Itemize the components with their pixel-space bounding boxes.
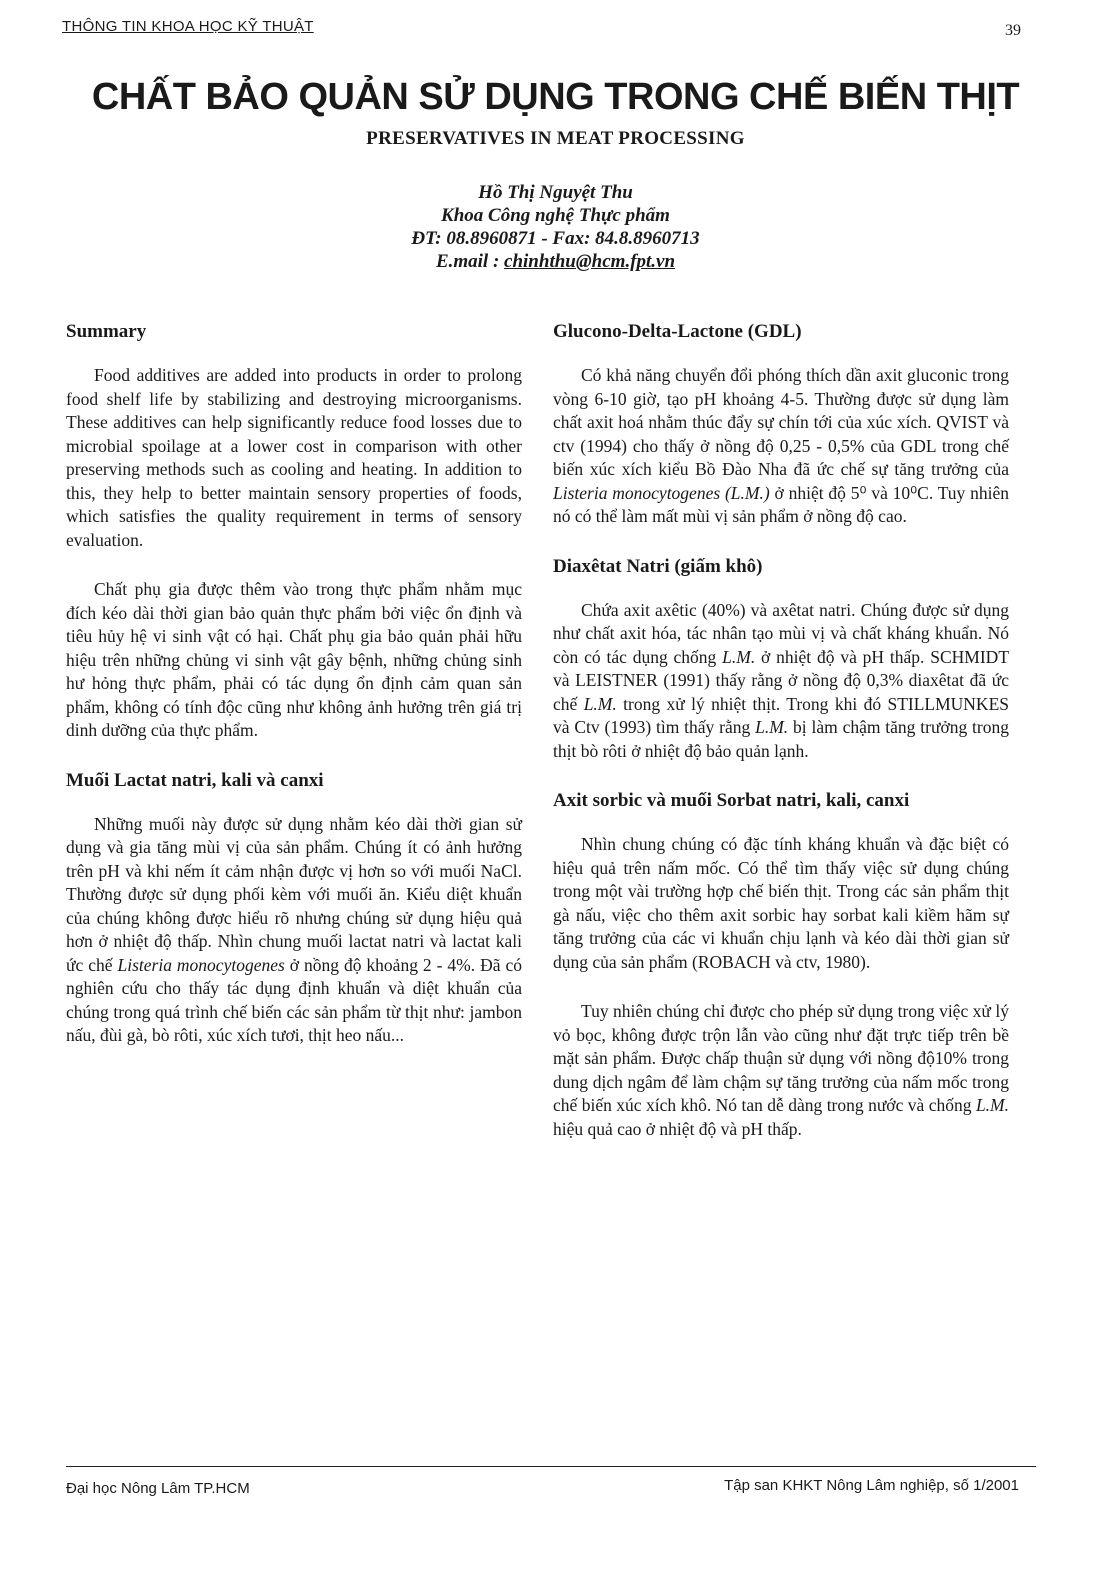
lactate-species: Listeria monocytogenes: [117, 954, 285, 975]
gdl-species: Listeria monocytogenes (L.M.): [553, 482, 770, 503]
gdl-paragraph: [553, 364, 1009, 529]
sorbic-lm: L.M.: [975, 1095, 1009, 1115]
lactate-paragraph: [66, 813, 522, 1048]
summary-heading: Summary: [66, 321, 147, 342]
diacetate-text-4: bị làm chậm tăng trưởng trong thịt bò rôti ở nhiệt độ bảo quản lạnh.: [553, 717, 1009, 761]
author-block: [0, 181, 1111, 273]
author-contact: ĐT: 08.8960871 - Fax: 84.8.8960713: [411, 228, 700, 249]
right-column: [553, 320, 1009, 1163]
footer-institution: Đại học Nông Lâm TP.HCM: [66, 1480, 250, 1497]
lactate-text-1: Những muối này được sử dụng nhằm kéo dài thời gian sử dụng và gia tăng mùi vị của sản phẩm. Chúng ít có ảnh hưởng trên pH và khi nếm ít cảm nhận được vị hơn so với muối NaCl. Thường được sử dụng phối kèm với muối ăn. Kiểu diệt khuẩn của chúng không được hiểu rõ nhưng chúng sử dụng hiệu quả hơn ở nhiệt độ thấp. Nhìn chung muối lactat natri và lactat kali ức chế: [66, 813, 522, 975]
diacetate-text-2: ở nhiệt độ và pH thấp. SCHMIDT và LEISTNER (1991) thấy rằng ở nồng độ 0,3% diaxêtat đã ức chế: [553, 646, 1010, 714]
sorbic-paragraph-1: Nhìn chung chúng có đặc tính kháng khuẩn và đặc biệt có hiệu quả trên nấm mốc. Có thể tìm thấy việc sử dụng chúng trong một vài trường hợp chế biến thịt. Trong các sản phẩm thịt gà nấu, việc cho thêm axit sorbic hay sorbat kali kiềm hãm sự tăng trưởng của các vi khuẩn chịu lạnh và kéo dài thời gian sử dụng của sản phẩm (ROBACH và ctv, 1980).: [553, 834, 1009, 972]
author-name: Hồ Thị Nguyệt Thu: [478, 182, 633, 203]
article-title: CHẤT BẢO QUẢN SỬ DỤNG TRONG CHẾ BIẾN THỊT: [91, 76, 1020, 118]
footer-journal: Tập san KHKT Nông Lâm nghiệp, số 1/2001: [724, 1477, 1019, 1494]
running-head: THÔNG TIN KHOA HỌC KỸ THUẬT: [62, 18, 314, 35]
diacetate-lm-1: L.M.: [722, 646, 756, 667]
diacetate-lm-3: L.M.: [755, 717, 789, 737]
diacetate-heading: Diaxêtat Natri (giấm khô): [553, 555, 763, 577]
author-email-line: [0, 250, 1111, 273]
lactate-text-2: ở nồng độ khoảng 2 - 4%. Đã có nghiên cứu cho thấy tác dụng định khuẩn và diệt khuẩn của chúng trong quá trình chế biến các sản phẩm từ thịt như: jambon nấu, đùi gà, bò rôti, xúc xích tươi, thịt heo nấu...: [66, 954, 522, 1045]
email-label: E.mail :: [435, 251, 505, 272]
email-link[interactable]: chinhthu@hcm.fpt.vn: [504, 251, 676, 272]
author-affiliation: Khoa Công nghệ Thực phẩm: [441, 205, 670, 226]
sorbic-heading: Axit sorbic và muối Sorbat natri, kali, canxi: [553, 790, 910, 811]
gdl-text-2: ở nhiệt độ 5⁰ và 10⁰C. Tuy nhiên nó có thể làm mất mùi vị sản phẩm ở nồng độ cao.: [553, 482, 1009, 526]
summary-vietnamese: Chất phụ gia được thêm vào trong thực phẩm nhằm mục đích kéo dài thời gian bảo quản thực phẩm bởi việc ổn định và tiêu hủy hệ vi sinh vật có hại. Chất phụ gia bảo quản phải hữu hiệu trên những chủng vi sinh vật gây bệnh, những chủng sinh hư hỏng thực phẩm, phải có tác dụng ổn định cảm quan sản phẩm, không có tính độc cũng như không ảnh hưởng trên giá trị dinh dưỡng của thực phẩm.: [66, 579, 522, 740]
diacetate-text-1: Chứa axit axêtic (40%) và axêtat natri. Chúng được sử dụng như chất axit hóa, tác nhân tạo mùi vị và chất kháng khuẩn. Nó còn có tác dụng chống: [553, 599, 1009, 667]
left-column: [66, 320, 522, 1070]
footer-rule: [66, 1466, 1036, 1467]
sorbic-paragraph-2: [553, 1000, 1009, 1141]
gdl-text-1: Có khả năng chuyển đổi phóng thích dần axit gluconic trong vòng 6-10 giờ, tạo pH khoảng 4-5. Thường được sử dụng làm chất axit hoá nhằm thúc đẩy sự chín tới của xúc xích. QVIST và ctv (1994) cho thấy ở nồng độ 0,25 - 0,5% của GDL trong chế biến xúc xích kiểu Bồ Đào Nha đã ức chế sự tăng trưởng của: [553, 365, 1009, 479]
page-number: 39: [1005, 22, 1021, 39]
gdl-heading: Glucono-Delta-Lactone (GDL): [553, 321, 802, 342]
summary-english: Food additives are added into products in order to prolong food shelf life by stabilizing and destroying microorganisms. These additives can help significantly reduce food losses due to microbial spoilage at a lower cost in comparison with other preserving methods such as cooling and heating. In addition to this, they help to better maintain sensory properties of foods, which satisfies the quality requirement in terms of sensory evaluation.: [66, 365, 522, 550]
article-subtitle: PRESERVATIVES IN MEAT PROCESSING: [366, 128, 745, 149]
diacetate-lm-2: L.M.: [583, 693, 617, 714]
diacetate-paragraph: [553, 599, 1009, 764]
sorbic-text-b1: Tuy nhiên chúng chỉ được cho phép sử dụng trong việc xử lý vỏ bọc, không được trộn lẫn vào cũng như đặt trực tiếp trên bề mặt sản phẩm. Được chấp thuận sử dụng với nồng độ10% trong dung dịch ngâm để làm chậm sự tăng trưởng của nấm mốc trong chế biến xúc xích khô. Nó tan dễ dàng trong nước và chống: [553, 1001, 1009, 1115]
sorbic-text-b2: hiệu quả cao ở nhiệt độ và pH thấp.: [553, 1118, 802, 1139]
lactate-heading: Muối Lactat natri, kali và canxi: [66, 769, 324, 791]
diacetate-text-3: trong xử lý nhiệt thịt. Trong khi đó STILLMUNKES và Ctv (1993) tìm thấy rằng: [553, 693, 1009, 737]
